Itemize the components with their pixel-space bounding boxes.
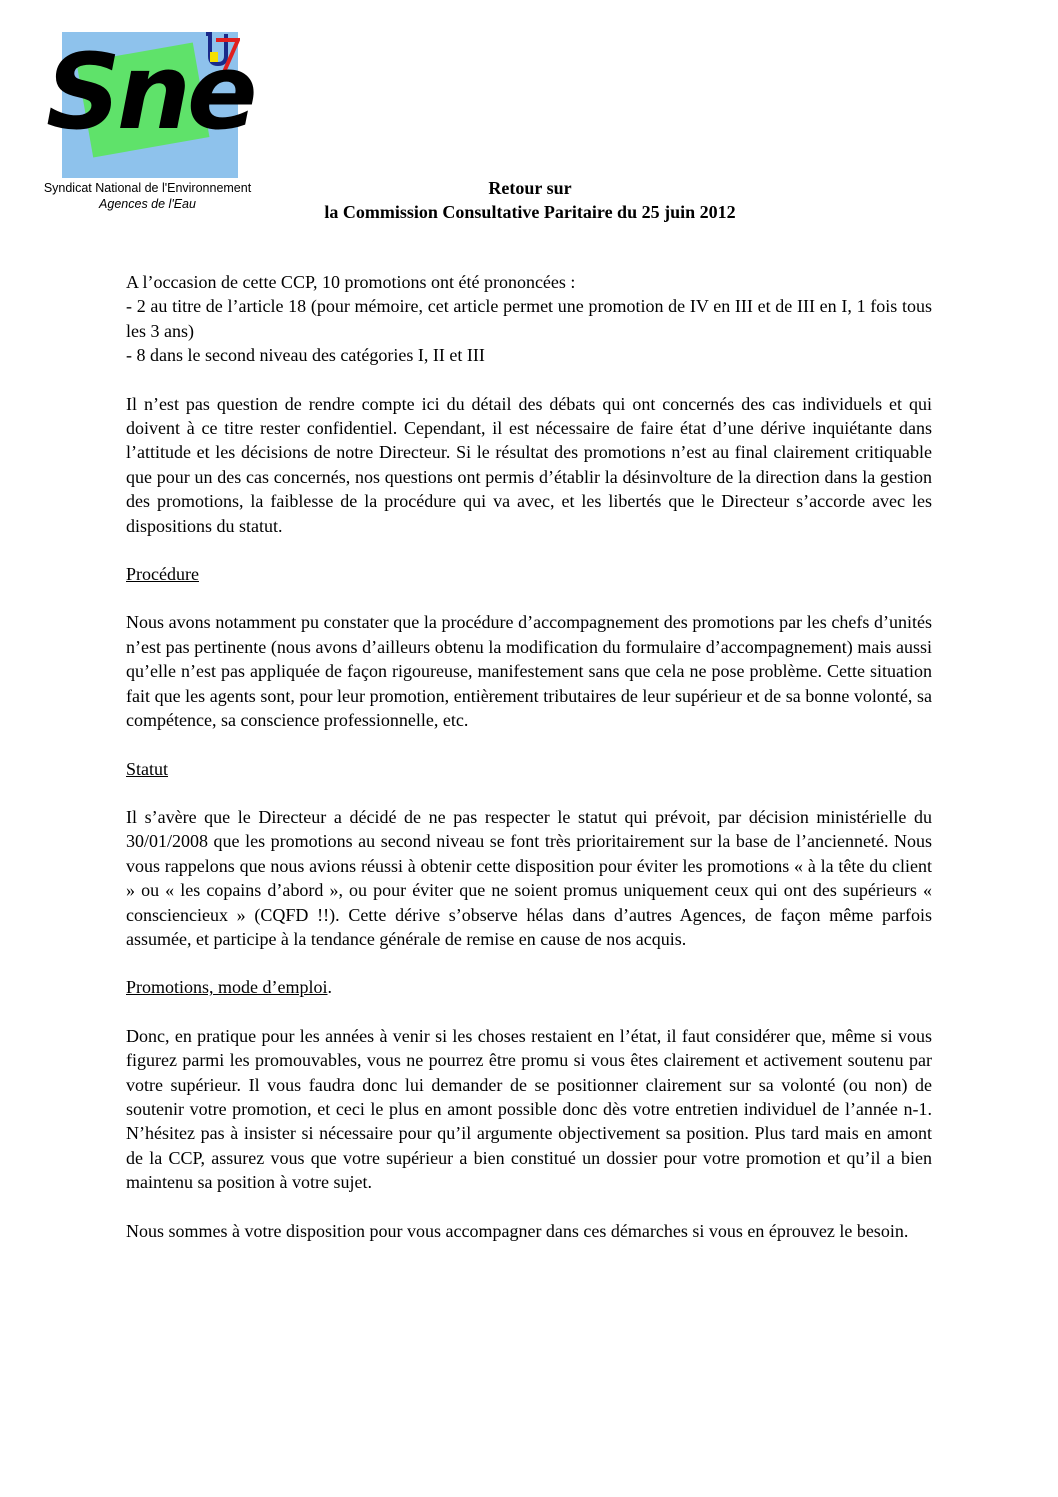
title-line-1: Retour sur bbox=[488, 178, 572, 198]
heading-promotions-text: Promotions, mode d’emploi bbox=[126, 977, 328, 998]
logo-org-name: Syndicat National de l'Environnement bbox=[43, 181, 252, 195]
document-title bbox=[250, 176, 810, 224]
paragraph-promotions: Donc, en pratique pour les années à venir si les choses restaient en l’état, il faut considérer que, même si vous figurez parmi les promouvables, vous ne pourrez être promu si vous êtes clairement et activement soutenu par votre supérieur. Il vous faudra donc lui demander de se positionner clairement sur sa volonté (ou non) de soutenir votre promotion, et ceci le plus en amont possible donc dès votre entretien individuel de l’année n-1. N’hésitez pas à insister si nécessaire pour qu’il argumente objectivement sa position. Plus tard mais en amont de la CCP, assurez vous que votre supérieur a bien constitué un dossier pour votre promotion et qu’il a bien maintenu sa position à votre sujet. bbox=[126, 1025, 932, 1193]
paragraph-procedure: Nous avons notamment pu constater que la procédure d’accompagnement des promotions par les chefs d’unités n’est pas pertinente (nous avons d’ailleurs obtenu la modification du formulaire d’accompagnement) mais aussi qu’elle n’est pas appliquée de façon rigoureuse, manifestement sans que cela ne pose problème. Cette situation fait que les agents sont, pour leur promotion, entièrement tributaires de leur supérieur et de sa bonne volonté, sa compétence, sa conscience professionnelle, etc. bbox=[126, 612, 932, 731]
intro-line-2: - 2 au titre de l’article 18 (pour mémoire, cet article permet une promotion de IV en III et de III en I, 1 fois tous les 3 ans) bbox=[126, 296, 932, 341]
title-line-2: la Commission Consultative Paritaire du 25 juin 2012 bbox=[324, 202, 736, 222]
heading-promotions bbox=[126, 975, 932, 999]
paragraph-closing: Nous sommes à votre disposition pour vous accompagner dans ces démarches si vous en éprouvez le besoin. bbox=[126, 1220, 909, 1241]
paragraph-statut: Il s’avère que le Directeur a décidé de ne pas respecter le statut qui prévoit, par décision ministérielle du 30/01/2008 que les promotions au second niveau se font très prioritairement sur la base de l’ancienneté. Nous vous rappelons que nous avions réussi à obtenir cette disposition pour éviter les promotions « à la tête du client » ou « les copains d’abord », ou pour éviter que ne soient promus uniquement ceux qui ont des supérieurs « consciencieux » (CQFD !!). Cette dérive s’observe hélas dans d’autres Agences, de façon même parfois assumée, et participe à la tendance générale de remise en cause de nos acquis. bbox=[126, 806, 932, 949]
paragraph-context: Il n’est pas question de rendre compte ici du détail des débats qui ont concernés des cas individuels et qui doivent à ce titre rester confidentiel. Cependant, il est nécessaire de faire état d’une dérive inquiétante dans l’attitude et les décisions de notre Directeur. Si le résultat des promotions n’est au final clairement critiquable que pour un des cas concernés, nos questions ont permis d’établir la désinvolture de la direction dans la gestion des promotions, la faiblesse de la procédure qui va avec, et les libertés que le Directeur s’accorde avec les dispositions du statut. bbox=[126, 393, 932, 536]
heading-promotions-suffix: . bbox=[327, 977, 332, 998]
logo-org-subtitle: Agences de l'Eau bbox=[99, 197, 196, 211]
logo-wordmark: Sne bbox=[46, 31, 254, 153]
intro-line-1: A l’occasion de cette CCP, 10 promotions ont été prononcées : bbox=[126, 272, 576, 292]
intro-line-3: - 8 dans le second niveau des catégories I, II et III bbox=[126, 345, 485, 366]
heading-statut: Statut bbox=[126, 758, 169, 779]
document-body bbox=[126, 270, 932, 1267]
sne-logo bbox=[40, 28, 255, 218]
heading-procedure: Procédure bbox=[126, 564, 199, 585]
